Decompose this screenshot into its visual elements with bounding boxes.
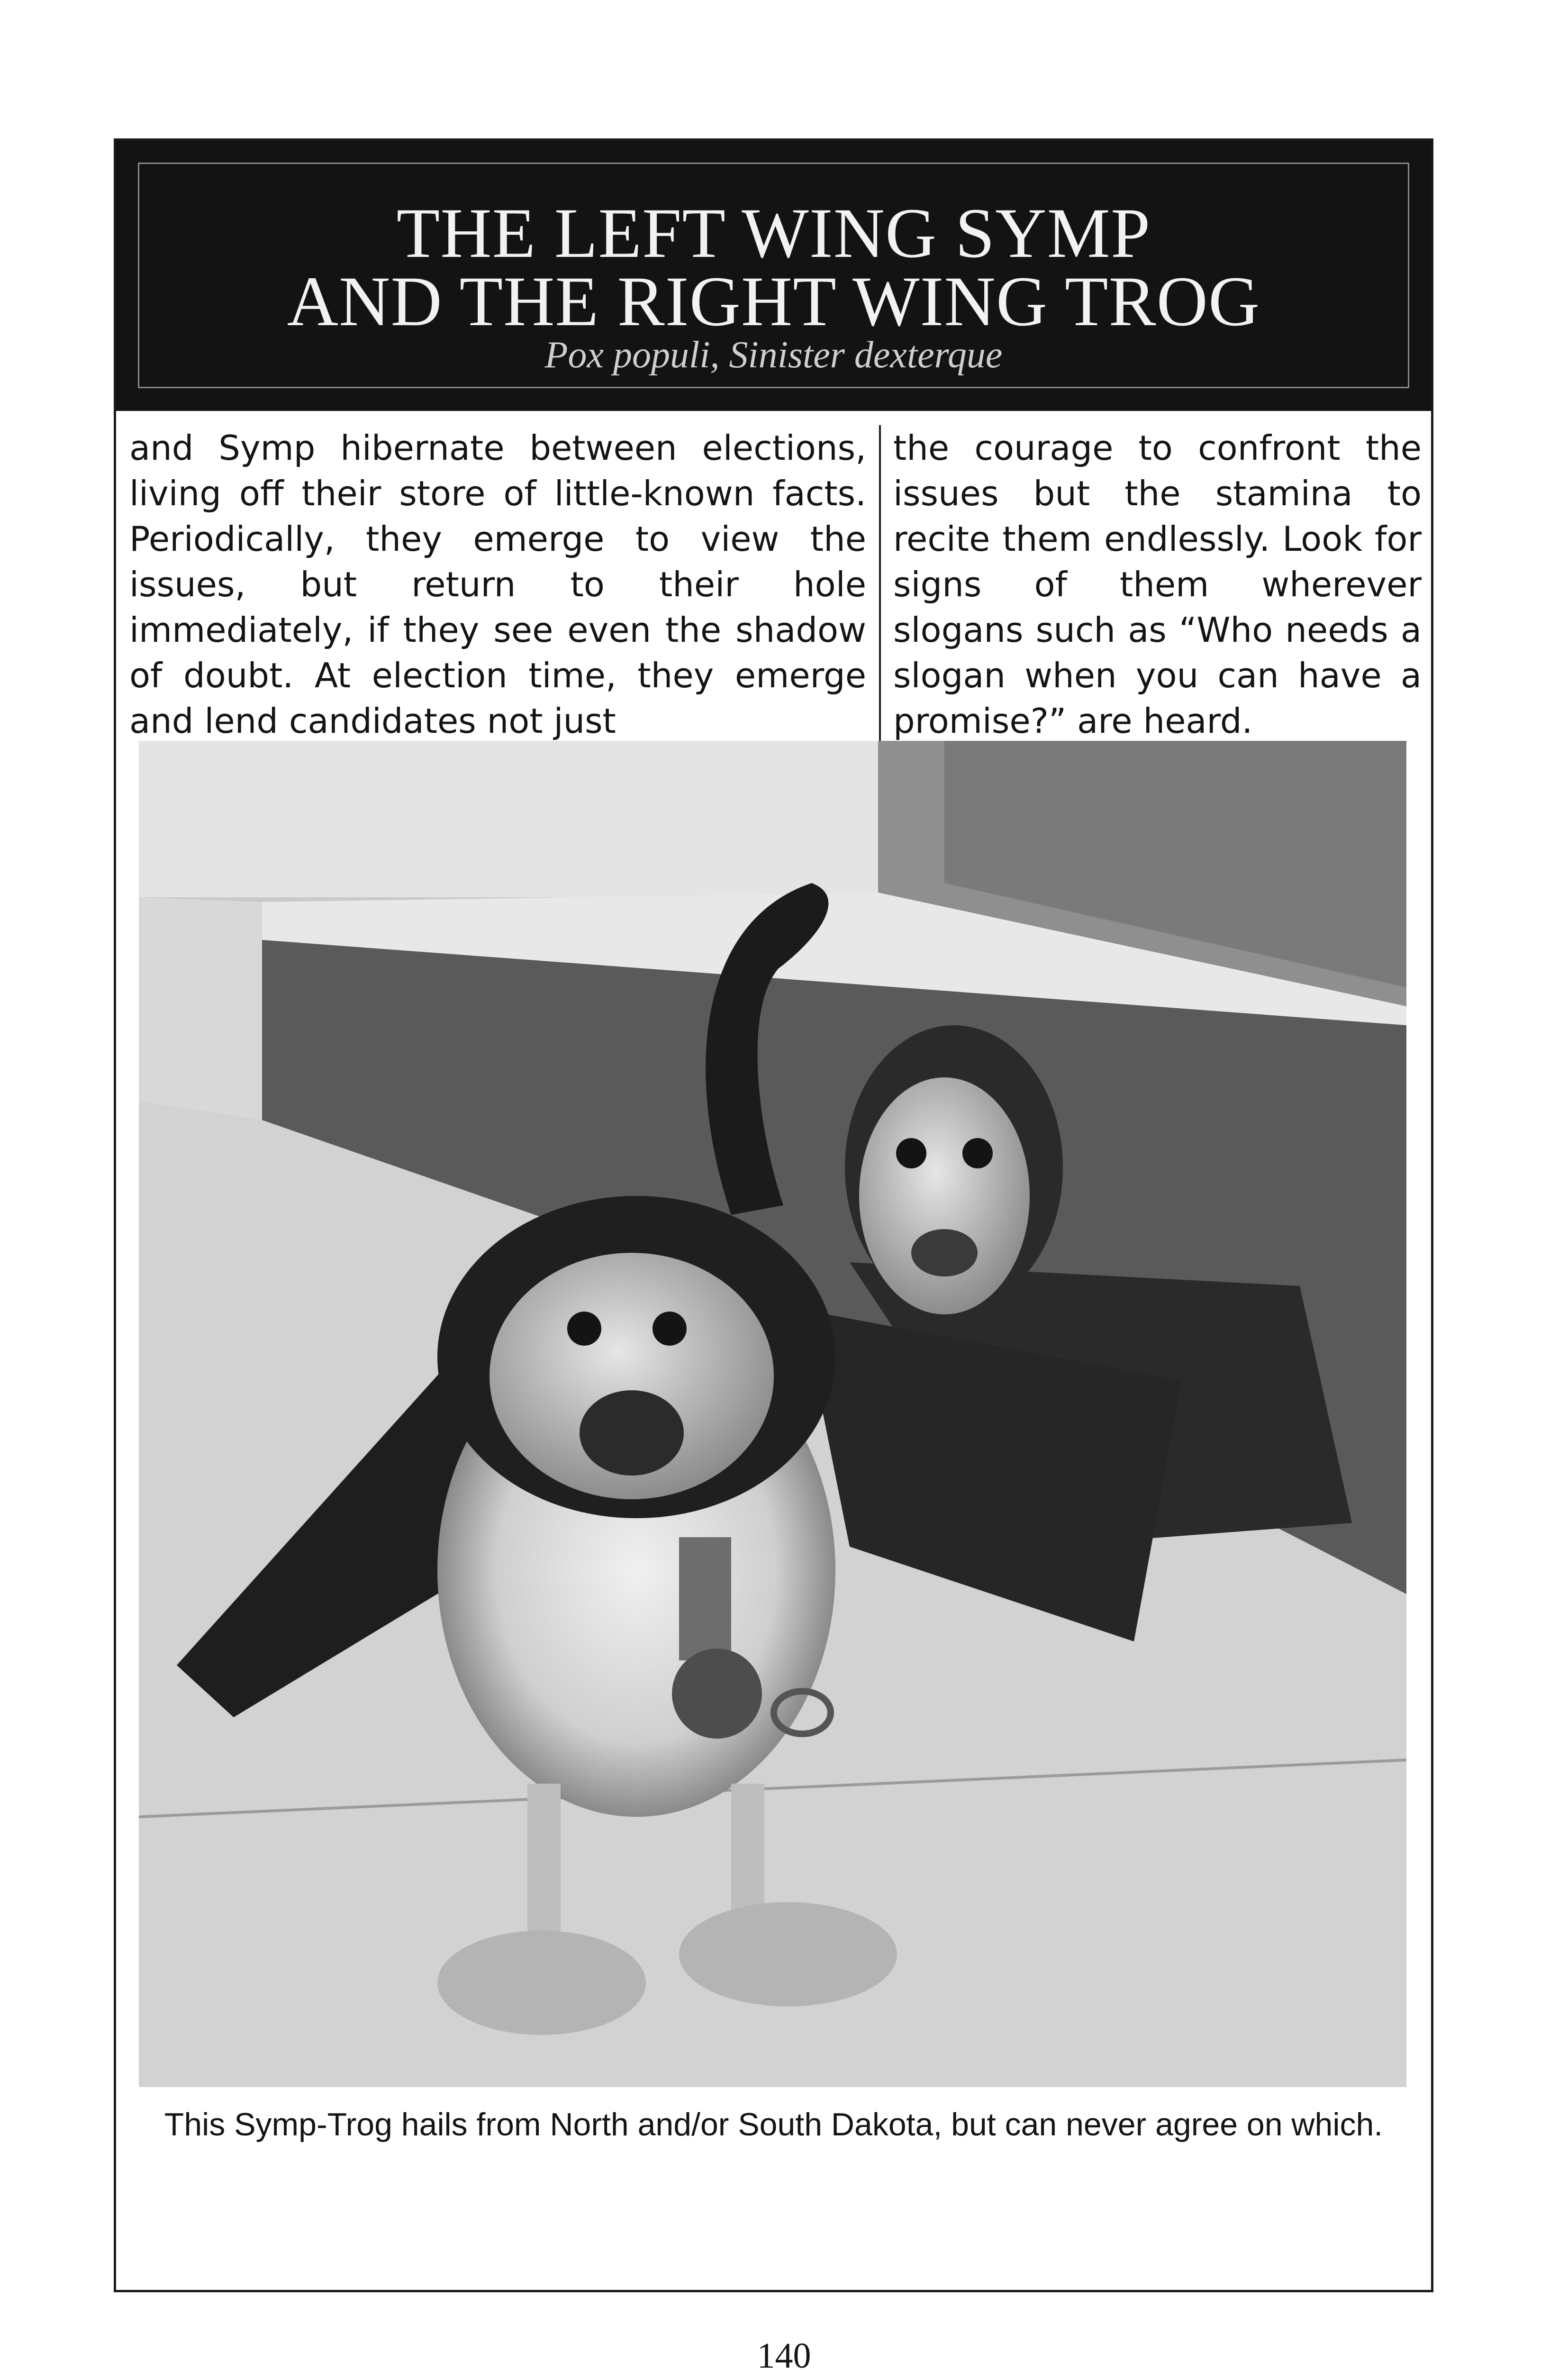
- body-text-left-column: and Symp hibernate between elections, living off their store of little-known facts. Periodically, they emerge to view the issues, but return to their hole immediately, if they see even the shadow of doubt. At election time, they emerge and lend candidates not just: [129, 428, 866, 741]
- title-line-1: THE LEFT WING SYMP: [396, 194, 1151, 273]
- title-line-2: AND THE RIGHT WING TROG: [287, 262, 1260, 341]
- page-frame: [114, 138, 1433, 2292]
- photograph-illustration: [139, 741, 1406, 2087]
- page-number: 140: [757, 2336, 811, 2370]
- subtitle: Pox populi, Sinister dexterque: [544, 334, 1003, 376]
- photo-caption: This Symp-Trog hails from North and/or South Dakota, but can never agree on which.: [164, 2106, 1383, 2142]
- symp-trog-photograph: [139, 741, 1406, 2087]
- title-banner: [116, 141, 1431, 411]
- body-text-right-column: the courage to confront the issues but the stamina to recite them endlessly. Look for signs of them wherever slogans such as “Who needs a slogan when you can have a promise?” are heard.: [893, 428, 1422, 741]
